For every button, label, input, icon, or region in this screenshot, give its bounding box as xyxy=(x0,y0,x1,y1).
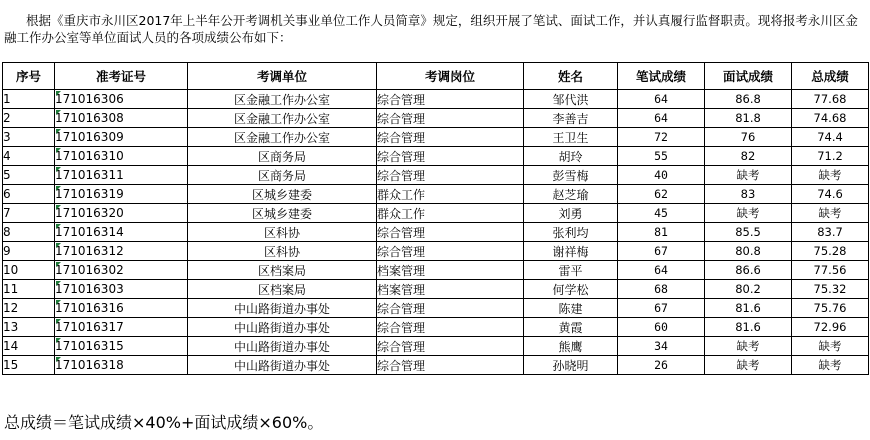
cell-written-score: 67 xyxy=(618,299,705,318)
cell-total-score: 缺考 xyxy=(792,356,869,375)
cell-post: 综合管理 xyxy=(377,90,524,109)
table-row xyxy=(3,356,869,375)
cell-exam-id: 171016311 xyxy=(55,166,188,185)
cell-total-score: 缺考 xyxy=(792,166,869,185)
cell-written-score: 64 xyxy=(618,90,705,109)
cell-name: 赵芝瑜 xyxy=(524,185,618,204)
cell-exam-id: 171016309 xyxy=(55,128,188,147)
cell-unit: 中山路街道办事处 xyxy=(188,337,377,356)
cell-interview-score: 缺考 xyxy=(705,356,792,375)
table-row xyxy=(3,280,869,299)
cell-post: 综合管理 xyxy=(377,109,524,128)
cell-index: 1 xyxy=(3,90,55,109)
cell-post: 综合管理 xyxy=(377,337,524,356)
cell-name: 孙晓明 xyxy=(524,356,618,375)
cell-name: 黄霞 xyxy=(524,318,618,337)
cell-index: 5 xyxy=(3,166,55,185)
cell-unit: 区档案局 xyxy=(188,261,377,280)
cell-unit: 区金融工作办公室 xyxy=(188,128,377,147)
header-unit: 考调单位 xyxy=(188,63,377,90)
cell-exam-id: 171016318 xyxy=(55,356,188,375)
cell-interview-score: 81.6 xyxy=(705,299,792,318)
table-header-row xyxy=(3,63,869,90)
cell-written-score: 72 xyxy=(618,128,705,147)
cell-interview-score: 缺考 xyxy=(705,337,792,356)
cell-index: 13 xyxy=(3,318,55,337)
cell-index: 2 xyxy=(3,109,55,128)
cell-index: 11 xyxy=(3,280,55,299)
table-row xyxy=(3,318,869,337)
cell-total-score: 75.28 xyxy=(792,242,869,261)
cell-total-score: 77.56 xyxy=(792,261,869,280)
cell-exam-id: 171016302 xyxy=(55,261,188,280)
cell-exam-id: 171016312 xyxy=(55,242,188,261)
cell-total-score: 75.76 xyxy=(792,299,869,318)
header-interview-score: 面试成绩 xyxy=(705,63,792,90)
cell-exam-id: 171016310 xyxy=(55,147,188,166)
cell-name: 李善吉 xyxy=(524,109,618,128)
table-row xyxy=(3,185,869,204)
cell-written-score: 40 xyxy=(618,166,705,185)
cell-written-score: 67 xyxy=(618,242,705,261)
cell-interview-score: 76 xyxy=(705,128,792,147)
cell-unit: 中山路街道办事处 xyxy=(188,299,377,318)
cell-written-score: 60 xyxy=(618,318,705,337)
cell-written-score: 34 xyxy=(618,337,705,356)
cell-unit: 中山路街道办事处 xyxy=(188,356,377,375)
table-row xyxy=(3,204,869,223)
cell-name: 何学松 xyxy=(524,280,618,299)
cell-unit: 区商务局 xyxy=(188,147,377,166)
cell-unit: 中山路街道办事处 xyxy=(188,318,377,337)
table-row xyxy=(3,128,869,147)
cell-total-score: 74.68 xyxy=(792,109,869,128)
table-row xyxy=(3,223,869,242)
cell-interview-score: 缺考 xyxy=(705,166,792,185)
cell-index: 10 xyxy=(3,261,55,280)
cell-unit: 区城乡建委 xyxy=(188,204,377,223)
cell-name: 张利均 xyxy=(524,223,618,242)
table-row xyxy=(3,109,869,128)
table-row xyxy=(3,299,869,318)
cell-post: 综合管理 xyxy=(377,356,524,375)
table-row xyxy=(3,147,869,166)
cell-unit: 区档案局 xyxy=(188,280,377,299)
cell-post: 综合管理 xyxy=(377,242,524,261)
table-row xyxy=(3,337,869,356)
cell-interview-score: 80.8 xyxy=(705,242,792,261)
cell-total-score: 71.2 xyxy=(792,147,869,166)
header-written-score: 笔试成绩 xyxy=(618,63,705,90)
cell-post: 群众工作 xyxy=(377,204,524,223)
cell-name: 刘勇 xyxy=(524,204,618,223)
score-formula: 总成绩＝笔试成绩×40%+面试成绩×60%。 xyxy=(4,413,324,432)
cell-written-score: 81 xyxy=(618,223,705,242)
cell-exam-id: 171016315 xyxy=(55,337,188,356)
cell-total-score: 74.4 xyxy=(792,128,869,147)
table-row xyxy=(3,166,869,185)
header-post: 考调岗位 xyxy=(377,63,524,90)
cell-total-score: 75.32 xyxy=(792,280,869,299)
cell-exam-id: 171016308 xyxy=(55,109,188,128)
cell-name: 王卫生 xyxy=(524,128,618,147)
cell-post: 综合管理 xyxy=(377,318,524,337)
cell-post: 综合管理 xyxy=(377,166,524,185)
cell-total-score: 缺考 xyxy=(792,337,869,356)
cell-written-score: 45 xyxy=(618,204,705,223)
cell-post: 综合管理 xyxy=(377,223,524,242)
cell-index: 6 xyxy=(3,185,55,204)
cell-index: 7 xyxy=(3,204,55,223)
cell-name: 彭雪梅 xyxy=(524,166,618,185)
cell-exam-id: 171016303 xyxy=(55,280,188,299)
cell-exam-id: 171016306 xyxy=(55,90,188,109)
cell-post: 群众工作 xyxy=(377,185,524,204)
cell-exam-id: 171016314 xyxy=(55,223,188,242)
cell-written-score: 64 xyxy=(618,109,705,128)
cell-exam-id: 171016316 xyxy=(55,299,188,318)
cell-name: 陈建 xyxy=(524,299,618,318)
cell-interview-score: 82 xyxy=(705,147,792,166)
cell-name: 雷平 xyxy=(524,261,618,280)
cell-exam-id: 171016320 xyxy=(55,204,188,223)
table-row xyxy=(3,242,869,261)
header-exam-id: 准考证号 xyxy=(55,63,188,90)
cell-index: 4 xyxy=(3,147,55,166)
cell-index: 3 xyxy=(3,128,55,147)
table-row xyxy=(3,90,869,109)
cell-written-score: 26 xyxy=(618,356,705,375)
cell-name: 胡玲 xyxy=(524,147,618,166)
table-row xyxy=(3,261,869,280)
cell-written-score: 62 xyxy=(618,185,705,204)
cell-interview-score: 85.5 xyxy=(705,223,792,242)
scores-table xyxy=(2,62,869,375)
intro-paragraph: 根据《重庆市永川区2017年上半年公开考调机关事业单位工作人员简章》规定，组织开展了笔试、面试工作，并认真履行监督职责。现将报考永川区金融工作办公室等单位面试人员的各项成绩公布如下： xyxy=(4,13,858,45)
cell-total-score: 72.96 xyxy=(792,318,869,337)
cell-index: 15 xyxy=(3,356,55,375)
cell-name: 邹代洪 xyxy=(524,90,618,109)
cell-total-score: 74.6 xyxy=(792,185,869,204)
cell-interview-score: 83 xyxy=(705,185,792,204)
cell-written-score: 68 xyxy=(618,280,705,299)
cell-post: 档案管理 xyxy=(377,261,524,280)
cell-interview-score: 81.8 xyxy=(705,109,792,128)
cell-written-score: 64 xyxy=(618,261,705,280)
cell-unit: 区金融工作办公室 xyxy=(188,109,377,128)
cell-name: 谢祥梅 xyxy=(524,242,618,261)
cell-post: 综合管理 xyxy=(377,147,524,166)
header-index: 序号 xyxy=(3,63,55,90)
cell-post: 综合管理 xyxy=(377,128,524,147)
cell-interview-score: 缺考 xyxy=(705,204,792,223)
cell-total-score: 83.7 xyxy=(792,223,869,242)
cell-index: 14 xyxy=(3,337,55,356)
cell-exam-id: 171016319 xyxy=(55,185,188,204)
cell-unit: 区科协 xyxy=(188,223,377,242)
cell-index: 12 xyxy=(3,299,55,318)
header-name: 姓名 xyxy=(524,63,618,90)
cell-name: 熊鹰 xyxy=(524,337,618,356)
cell-unit: 区科协 xyxy=(188,242,377,261)
cell-index: 9 xyxy=(3,242,55,261)
cell-written-score: 55 xyxy=(618,147,705,166)
cell-index: 8 xyxy=(3,223,55,242)
cell-unit: 区商务局 xyxy=(188,166,377,185)
cell-interview-score: 80.2 xyxy=(705,280,792,299)
cell-interview-score: 81.6 xyxy=(705,318,792,337)
cell-exam-id: 171016317 xyxy=(55,318,188,337)
cell-interview-score: 86.8 xyxy=(705,90,792,109)
cell-total-score: 77.68 xyxy=(792,90,869,109)
header-total-score: 总成绩 xyxy=(792,63,869,90)
cell-unit: 区金融工作办公室 xyxy=(188,90,377,109)
cell-total-score: 缺考 xyxy=(792,204,869,223)
cell-interview-score: 86.6 xyxy=(705,261,792,280)
cell-post: 综合管理 xyxy=(377,299,524,318)
cell-post: 档案管理 xyxy=(377,280,524,299)
cell-unit: 区城乡建委 xyxy=(188,185,377,204)
